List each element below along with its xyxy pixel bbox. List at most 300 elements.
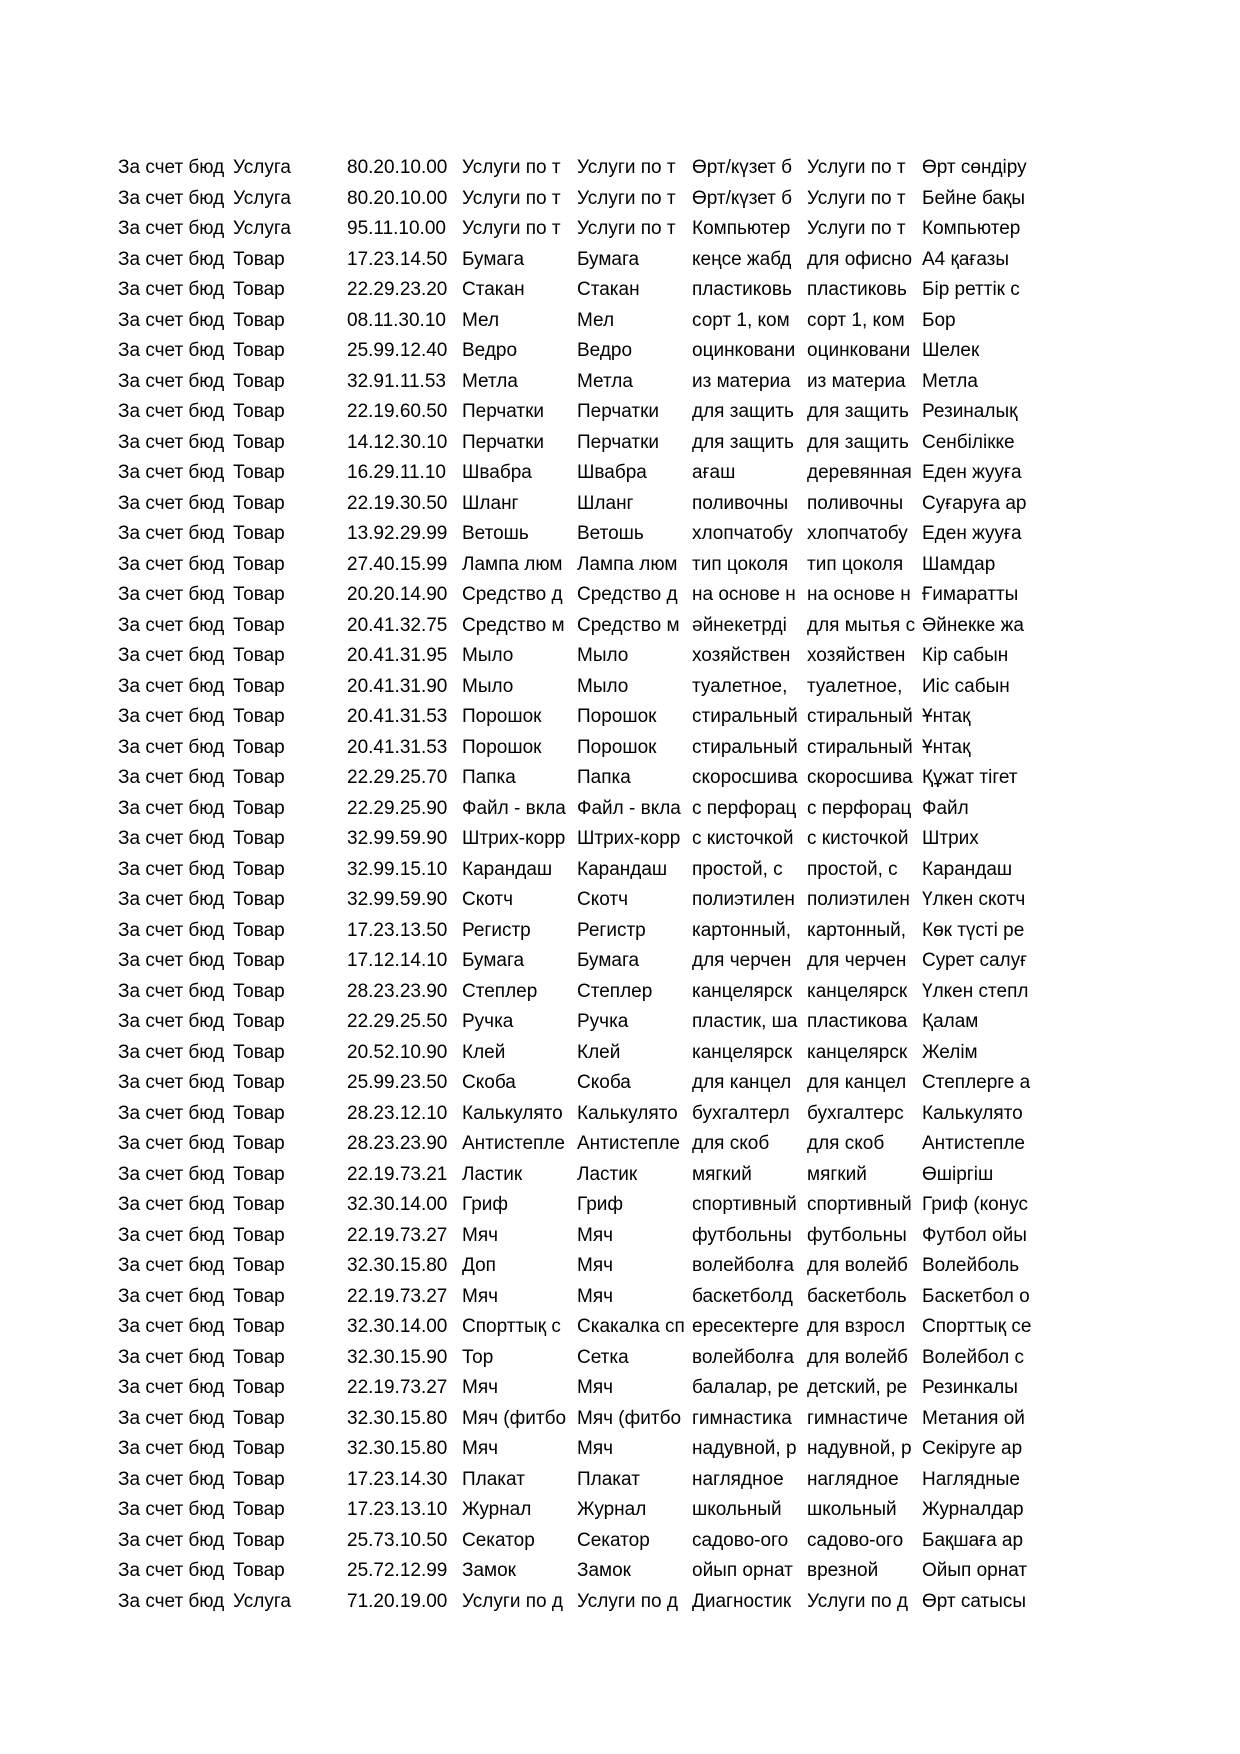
name-ru-cell: Перчатки: [577, 401, 660, 422]
name-cell: Ведро: [462, 340, 518, 361]
name-ru-cell: Услуги по т: [577, 187, 676, 209]
description-kz-cell: канцелярск: [692, 1041, 793, 1063]
name-kz-cell: Желім: [922, 1041, 978, 1063]
table-row: [118, 550, 1037, 581]
funding-source-cell: За счет бюд: [118, 1499, 225, 1520]
type-cell: Товар: [233, 279, 285, 300]
table-row: [118, 641, 1037, 672]
name-kz-cell: Резинкалы: [922, 1377, 1018, 1398]
description-ru-cell: хозяйствен: [807, 645, 906, 666]
name-cell: Порошок: [462, 736, 542, 758]
name-cell: Калькулято: [462, 1102, 563, 1124]
type-cell: Товар: [233, 797, 285, 819]
funding-source-cell: За счет бюд: [118, 1438, 225, 1459]
name-kz-cell: Бақшаға ар: [922, 1529, 1024, 1551]
type-cell: Товар: [233, 919, 285, 941]
name-ru-cell: Секатор: [577, 1529, 650, 1551]
name-ru-cell: Замок: [577, 1560, 631, 1581]
name-cell: Метла: [462, 370, 518, 392]
type-cell: Товар: [233, 980, 285, 1002]
name-cell: Клей: [462, 1041, 506, 1063]
name-ru-cell: Мяч: [577, 1255, 614, 1276]
description-kz-cell: Диагностик: [692, 1590, 792, 1612]
name-kz-cell: Шамдар: [922, 553, 996, 575]
table-row: [118, 1465, 1037, 1496]
table-row: [118, 977, 1037, 1008]
type-cell: Товар: [233, 1194, 285, 1215]
description-kz-cell: школьный: [692, 1499, 782, 1520]
type-cell: Товар: [233, 309, 285, 331]
type-cell: Товар: [233, 431, 285, 453]
name-cell: Скотч: [462, 889, 513, 910]
code-cell: 32.30.15.90: [347, 1346, 448, 1368]
name-cell: Степлер: [462, 980, 538, 1002]
name-cell: Швабра: [462, 462, 532, 483]
name-ru-cell: Мяч: [577, 1224, 614, 1246]
name-ru-cell: Плакат: [577, 1468, 640, 1490]
description-ru-cell: с кисточкой: [807, 828, 909, 849]
description-ru-cell: поливочны: [807, 492, 904, 514]
code-cell: 20.41.31.53: [347, 706, 448, 727]
description-kz-cell: с перфорац: [692, 797, 797, 819]
name-kz-cell: Антистепле: [922, 1133, 1025, 1154]
type-cell: Товар: [233, 645, 285, 666]
funding-source-cell: За счет бюд: [118, 340, 225, 361]
table-row: [118, 855, 1037, 886]
table-row: [118, 184, 1037, 215]
name-cell: Мел: [462, 309, 500, 331]
table-row: [118, 946, 1037, 977]
funding-source-cell: За счет бюд: [118, 187, 225, 209]
name-ru-cell: Перчатки: [577, 431, 660, 453]
funding-source-cell: За счет бюд: [118, 889, 225, 910]
name-ru-cell: Журнал: [577, 1499, 647, 1520]
funding-source-cell: За счет бюд: [118, 1468, 225, 1490]
type-cell: Товар: [233, 401, 285, 422]
name-ru-cell: Ластик: [577, 1163, 638, 1185]
funding-source-cell: За счет бюд: [118, 1072, 225, 1093]
description-kz-cell: балалар, ре: [692, 1377, 799, 1398]
table-row: [118, 1404, 1037, 1435]
description-ru-cell: Услуги по т: [807, 157, 906, 178]
funding-source-cell: За счет бюд: [118, 370, 225, 392]
funding-source-cell: За счет бюд: [118, 1163, 225, 1185]
code-cell: 20.41.31.90: [347, 675, 448, 697]
name-cell: Бумага: [462, 950, 525, 971]
name-ru-cell: Ветошь: [577, 523, 644, 544]
code-cell: 22.19.73.27: [347, 1377, 448, 1398]
code-cell: 32.99.15.10: [347, 858, 448, 880]
name-cell: Скоба: [462, 1072, 516, 1093]
table-row: [118, 397, 1037, 428]
description-ru-cell: с перфорац: [807, 797, 912, 819]
description-ru-cell: деревянная: [807, 462, 912, 483]
name-ru-cell: Антистепле: [577, 1133, 680, 1154]
description-ru-cell: садово-ого: [807, 1529, 904, 1551]
name-ru-cell: Мяч: [577, 1377, 614, 1398]
funding-source-cell: За счет бюд: [118, 1316, 225, 1337]
table-row: [118, 885, 1037, 916]
funding-source-cell: За счет бюд: [118, 828, 225, 849]
name-kz-cell: Еден жууға: [922, 523, 1022, 544]
table-row: [118, 672, 1037, 703]
description-ru-cell: детский, ре: [807, 1377, 908, 1398]
funding-source-cell: За счет бюд: [118, 797, 225, 819]
type-cell: Товар: [233, 1011, 285, 1032]
description-ru-cell: стиральный: [807, 706, 913, 727]
name-kz-cell: Құжат тігет: [922, 767, 1018, 788]
description-ru-cell: хлопчатобу: [807, 523, 908, 544]
code-cell: 22.29.25.90: [347, 797, 448, 819]
type-cell: Товар: [233, 1255, 285, 1276]
name-kz-cell: Кір сабын: [922, 645, 1009, 666]
table-row: [118, 1495, 1037, 1526]
table-row: [118, 458, 1037, 489]
description-ru-cell: из материа: [807, 370, 906, 392]
code-cell: 25.73.10.50: [347, 1529, 448, 1551]
table-row: [118, 702, 1037, 733]
name-cell: Мяч (фитбо: [462, 1407, 567, 1429]
funding-source-cell: За счет бюд: [118, 431, 225, 453]
name-cell: Мыло: [462, 675, 514, 697]
table-row: [118, 1282, 1037, 1313]
type-cell: Товар: [233, 370, 285, 392]
description-ru-cell: для защить: [807, 401, 909, 422]
funding-source-cell: За счет бюд: [118, 309, 225, 331]
code-cell: 32.30.15.80: [347, 1255, 448, 1276]
type-cell: Товар: [233, 1133, 285, 1154]
description-kz-cell: әйнекетрді: [692, 614, 787, 636]
name-ru-cell: Мяч: [577, 1285, 614, 1307]
funding-source-cell: За счет бюд: [118, 523, 225, 544]
description-ru-cell: тип цоколя: [807, 553, 904, 575]
name-kz-cell: Сенбілікке: [922, 431, 1015, 453]
type-cell: Товар: [233, 1438, 285, 1459]
code-cell: 80.20.10.00: [347, 187, 448, 209]
description-kz-cell: для защить: [692, 431, 794, 453]
code-cell: 32.30.15.80: [347, 1407, 448, 1429]
name-ru-cell: Карандаш: [577, 858, 668, 880]
description-ru-cell: баскетболь: [807, 1285, 907, 1307]
table-row: [118, 763, 1037, 794]
name-cell: Плакат: [462, 1468, 525, 1490]
description-ru-cell: наглядное: [807, 1468, 899, 1490]
code-cell: 16.29.11.10: [347, 462, 446, 483]
code-cell: 25.99.23.50: [347, 1072, 448, 1093]
type-cell: Товар: [233, 1499, 285, 1520]
funding-source-cell: За счет бюд: [118, 1011, 225, 1032]
description-ru-cell: врезной: [807, 1560, 879, 1581]
description-ru-cell: Услуги по т: [807, 187, 906, 209]
type-cell: Услуга: [233, 218, 291, 239]
name-cell: Файл - вкла: [462, 797, 566, 819]
name-cell: Журнал: [462, 1499, 532, 1520]
funding-source-cell: За счет бюд: [118, 492, 225, 514]
funding-source-cell: За счет бюд: [118, 1346, 225, 1368]
description-kz-cell: Өрт/күзет б: [692, 187, 793, 209]
name-ru-cell: Мыло: [577, 645, 629, 666]
type-cell: Товар: [233, 1163, 285, 1185]
name-kz-cell: Баскетбол о: [922, 1285, 1030, 1307]
name-cell: Шланг: [462, 492, 519, 514]
name-kz-cell: Үлкен скотч: [922, 889, 1026, 910]
name-kz-cell: Метла: [922, 370, 978, 392]
code-cell: 22.19.73.21: [347, 1163, 448, 1185]
code-cell: 32.99.59.90: [347, 828, 448, 849]
description-ru-cell: сорт 1, ком: [807, 309, 905, 331]
description-kz-cell: баскетболд: [692, 1285, 793, 1307]
name-ru-cell: Бумага: [577, 248, 640, 270]
description-kz-cell: надувной, р: [692, 1438, 797, 1459]
code-cell: 08.11.30.10: [347, 309, 446, 331]
name-ru-cell: Средство м: [577, 614, 680, 636]
funding-source-cell: За счет бюд: [118, 1377, 225, 1398]
name-cell: Доп: [462, 1255, 496, 1276]
table-row: [118, 1587, 1037, 1618]
name-ru-cell: Швабра: [577, 462, 647, 483]
name-kz-cell: Метания ой: [922, 1407, 1025, 1429]
name-cell: Карандаш: [462, 858, 553, 880]
type-cell: Товар: [233, 1529, 285, 1551]
type-cell: Товар: [233, 553, 285, 575]
name-kz-cell: Әйнекке жа: [922, 614, 1024, 636]
description-ru-cell: гимнастиче: [807, 1407, 908, 1429]
name-cell: Порошок: [462, 706, 542, 727]
description-kz-cell: для канцел: [692, 1072, 792, 1093]
name-cell: Перчатки: [462, 431, 545, 453]
funding-source-cell: За счет бюд: [118, 218, 225, 239]
description-kz-cell: бухгалтерл: [692, 1102, 790, 1124]
code-cell: 20.41.31.53: [347, 736, 448, 758]
name-kz-cell: Секіруге ар: [922, 1438, 1023, 1459]
type-cell: Товар: [233, 1377, 285, 1398]
name-cell: Мяч: [462, 1438, 499, 1459]
type-cell: Товар: [233, 889, 285, 910]
description-kz-cell: футбольны: [692, 1224, 792, 1246]
name-ru-cell: Шланг: [577, 492, 634, 514]
description-kz-cell: ағаш: [692, 462, 736, 483]
description-ru-cell: пластиковь: [807, 279, 907, 300]
code-cell: 32.30.14.00: [347, 1194, 448, 1215]
code-cell: 32.99.59.90: [347, 889, 448, 910]
description-kz-cell: садово-ого: [692, 1529, 789, 1551]
name-kz-cell: Спорттық се: [922, 1316, 1032, 1337]
table-row: [118, 1251, 1037, 1282]
name-ru-cell: Скотч: [577, 889, 628, 910]
funding-source-cell: За счет бюд: [118, 1194, 225, 1215]
table-row: [118, 245, 1037, 276]
name-ru-cell: Бумага: [577, 950, 640, 971]
name-kz-cell: Компьютер: [922, 218, 1021, 239]
funding-source-cell: За счет бюд: [118, 1102, 225, 1124]
name-ru-cell: Лампа люм: [577, 553, 678, 575]
description-ru-cell: для мытья с: [807, 614, 916, 636]
name-cell: Мяч: [462, 1285, 499, 1307]
code-cell: 28.23.23.90: [347, 980, 448, 1002]
description-kz-cell: Өрт/күзет б: [692, 157, 793, 178]
code-cell: 32.30.15.80: [347, 1438, 448, 1459]
description-ru-cell: канцелярск: [807, 1041, 908, 1063]
name-cell: Мяч: [462, 1377, 499, 1398]
code-cell: 20.41.32.75: [347, 614, 448, 636]
description-ru-cell: футбольны: [807, 1224, 907, 1246]
description-ru-cell: для волейб: [807, 1255, 908, 1276]
name-cell: Штрих-корр: [462, 828, 566, 849]
name-cell: Мыло: [462, 645, 514, 666]
code-cell: 80.20.10.00: [347, 157, 448, 178]
table-row: [118, 1007, 1037, 1038]
table-row: [118, 428, 1037, 459]
description-kz-cell: поливочны: [692, 492, 789, 514]
procurement-table: [118, 153, 1037, 1617]
funding-source-cell: За счет бюд: [118, 767, 225, 788]
name-ru-cell: Степлер: [577, 980, 653, 1002]
type-cell: Товар: [233, 1041, 285, 1063]
description-ru-cell: простой, с: [807, 858, 898, 880]
description-kz-cell: ересектерге: [692, 1316, 799, 1337]
name-kz-cell: Еден жууға: [922, 462, 1022, 483]
description-ru-cell: туалетное,: [807, 675, 903, 697]
description-kz-cell: ойып орнат: [692, 1560, 793, 1581]
name-kz-cell: Ұнтақ: [922, 736, 971, 758]
description-ru-cell: полиэтилен: [807, 889, 910, 910]
code-cell: 17.23.14.30: [347, 1468, 448, 1490]
table-row: [118, 1068, 1037, 1099]
type-cell: Товар: [233, 523, 285, 544]
funding-source-cell: За счет бюд: [118, 462, 225, 483]
name-kz-cell: Өшіргіш: [922, 1163, 994, 1185]
description-ru-cell: для черчен: [807, 950, 907, 971]
code-cell: 22.19.60.50: [347, 401, 448, 422]
description-ru-cell: на основе н: [807, 584, 911, 605]
funding-source-cell: За счет бюд: [118, 645, 225, 666]
funding-source-cell: За счет бюд: [118, 1224, 225, 1246]
funding-source-cell: За счет бюд: [118, 1041, 225, 1063]
type-cell: Товар: [233, 1346, 285, 1368]
name-kz-cell: Ұнтақ: [922, 706, 971, 727]
type-cell: Товар: [233, 1407, 285, 1429]
description-ru-cell: Услуги по д: [807, 1590, 908, 1612]
description-ru-cell: мягкий: [807, 1163, 867, 1185]
type-cell: Услуга: [233, 187, 291, 209]
type-cell: Товар: [233, 950, 285, 971]
name-kz-cell: Бір реттік с: [922, 279, 1020, 300]
name-ru-cell: Скоба: [577, 1072, 631, 1093]
funding-source-cell: За счет бюд: [118, 950, 225, 971]
name-kz-cell: Футбол ойы: [922, 1224, 1027, 1246]
description-kz-cell: картонный,: [692, 919, 792, 941]
name-cell: Тор: [462, 1346, 494, 1368]
table-row: [118, 336, 1037, 367]
table-row: [118, 1434, 1037, 1465]
table-row: [118, 1221, 1037, 1252]
description-ru-cell: Услуги по т: [807, 218, 906, 239]
name-kz-cell: Волейбол с: [922, 1346, 1024, 1368]
description-ru-cell: для скоб: [807, 1133, 885, 1154]
table-row: [118, 733, 1037, 764]
funding-source-cell: За счет бюд: [118, 858, 225, 880]
name-kz-cell: Сурет салуғ: [922, 950, 1028, 971]
code-cell: 20.20.14.90: [347, 584, 448, 605]
name-ru-cell: Услуги по т: [577, 218, 676, 239]
table-row: [118, 1526, 1037, 1557]
type-cell: Товар: [233, 584, 285, 605]
name-cell: Мяч: [462, 1224, 499, 1246]
code-cell: 17.12.14.10: [347, 950, 448, 971]
name-kz-cell: Резиналық: [922, 401, 1018, 422]
name-cell: Замок: [462, 1560, 516, 1581]
name-cell: Средство м: [462, 614, 565, 636]
funding-source-cell: За счет бюд: [118, 1407, 225, 1429]
description-kz-cell: скоросшива: [692, 767, 798, 788]
name-ru-cell: Метла: [577, 370, 633, 392]
description-ru-cell: для канцел: [807, 1072, 907, 1093]
name-kz-cell: Наглядные: [922, 1468, 1020, 1490]
name-ru-cell: Скакалка сп: [577, 1316, 685, 1337]
description-ru-cell: надувной, р: [807, 1438, 912, 1459]
code-cell: 28.23.23.90: [347, 1133, 448, 1154]
name-ru-cell: Мел: [577, 309, 615, 331]
description-kz-cell: тип цоколя: [692, 553, 789, 575]
type-cell: Товар: [233, 1316, 285, 1337]
type-cell: Услуга: [233, 157, 291, 178]
name-ru-cell: Стакан: [577, 279, 640, 300]
name-ru-cell: Сетка: [577, 1346, 629, 1368]
description-ru-cell: скоросшива: [807, 767, 913, 788]
funding-source-cell: За счет бюд: [118, 1133, 225, 1154]
description-kz-cell: канцелярск: [692, 980, 793, 1002]
table-row: [118, 824, 1037, 855]
name-ru-cell: Регистр: [577, 919, 646, 941]
name-kz-cell: Көк түсті ре: [922, 919, 1025, 941]
description-ru-cell: канцелярск: [807, 980, 908, 1002]
table-row: [118, 794, 1037, 825]
name-kz-cell: Қалам: [922, 1011, 979, 1032]
name-ru-cell: Штрих-корр: [577, 828, 681, 849]
description-kz-cell: сорт 1, ком: [692, 309, 790, 331]
name-kz-cell: Ғимаратты: [922, 584, 1019, 605]
name-ru-cell: Файл - вкла: [577, 797, 681, 819]
funding-source-cell: За счет бюд: [118, 736, 225, 758]
type-cell: Товар: [233, 492, 285, 514]
name-cell: Услуги по д: [462, 1590, 563, 1612]
type-cell: Товар: [233, 1102, 285, 1124]
table-row: [118, 1129, 1037, 1160]
funding-source-cell: За счет бюд: [118, 1285, 225, 1307]
table-row: [118, 1556, 1037, 1587]
code-cell: 17.23.13.10: [347, 1499, 448, 1520]
description-kz-cell: простой, с: [692, 858, 783, 880]
description-kz-cell: пластиковь: [692, 279, 792, 300]
code-cell: 32.30.14.00: [347, 1316, 448, 1337]
description-kz-cell: стиральный: [692, 736, 798, 758]
description-kz-cell: туалетное,: [692, 675, 788, 697]
name-cell: Услуги по т: [462, 157, 561, 178]
description-ru-cell: стиральный: [807, 736, 913, 758]
code-cell: 25.72.12.99: [347, 1560, 448, 1581]
description-kz-cell: на основе н: [692, 584, 796, 605]
name-kz-cell: Иіс сабын: [922, 675, 1010, 697]
name-kz-cell: Файл: [922, 797, 969, 819]
name-cell: Услуги по т: [462, 218, 561, 239]
name-ru-cell: Мяч: [577, 1438, 614, 1459]
description-ru-cell: бухгалтерс: [807, 1102, 904, 1124]
name-kz-cell: А4 қағазы: [922, 248, 1010, 270]
funding-source-cell: За счет бюд: [118, 1529, 225, 1551]
table-row: [118, 1038, 1037, 1069]
code-cell: 22.29.25.50: [347, 1011, 448, 1032]
type-cell: Товар: [233, 614, 285, 636]
